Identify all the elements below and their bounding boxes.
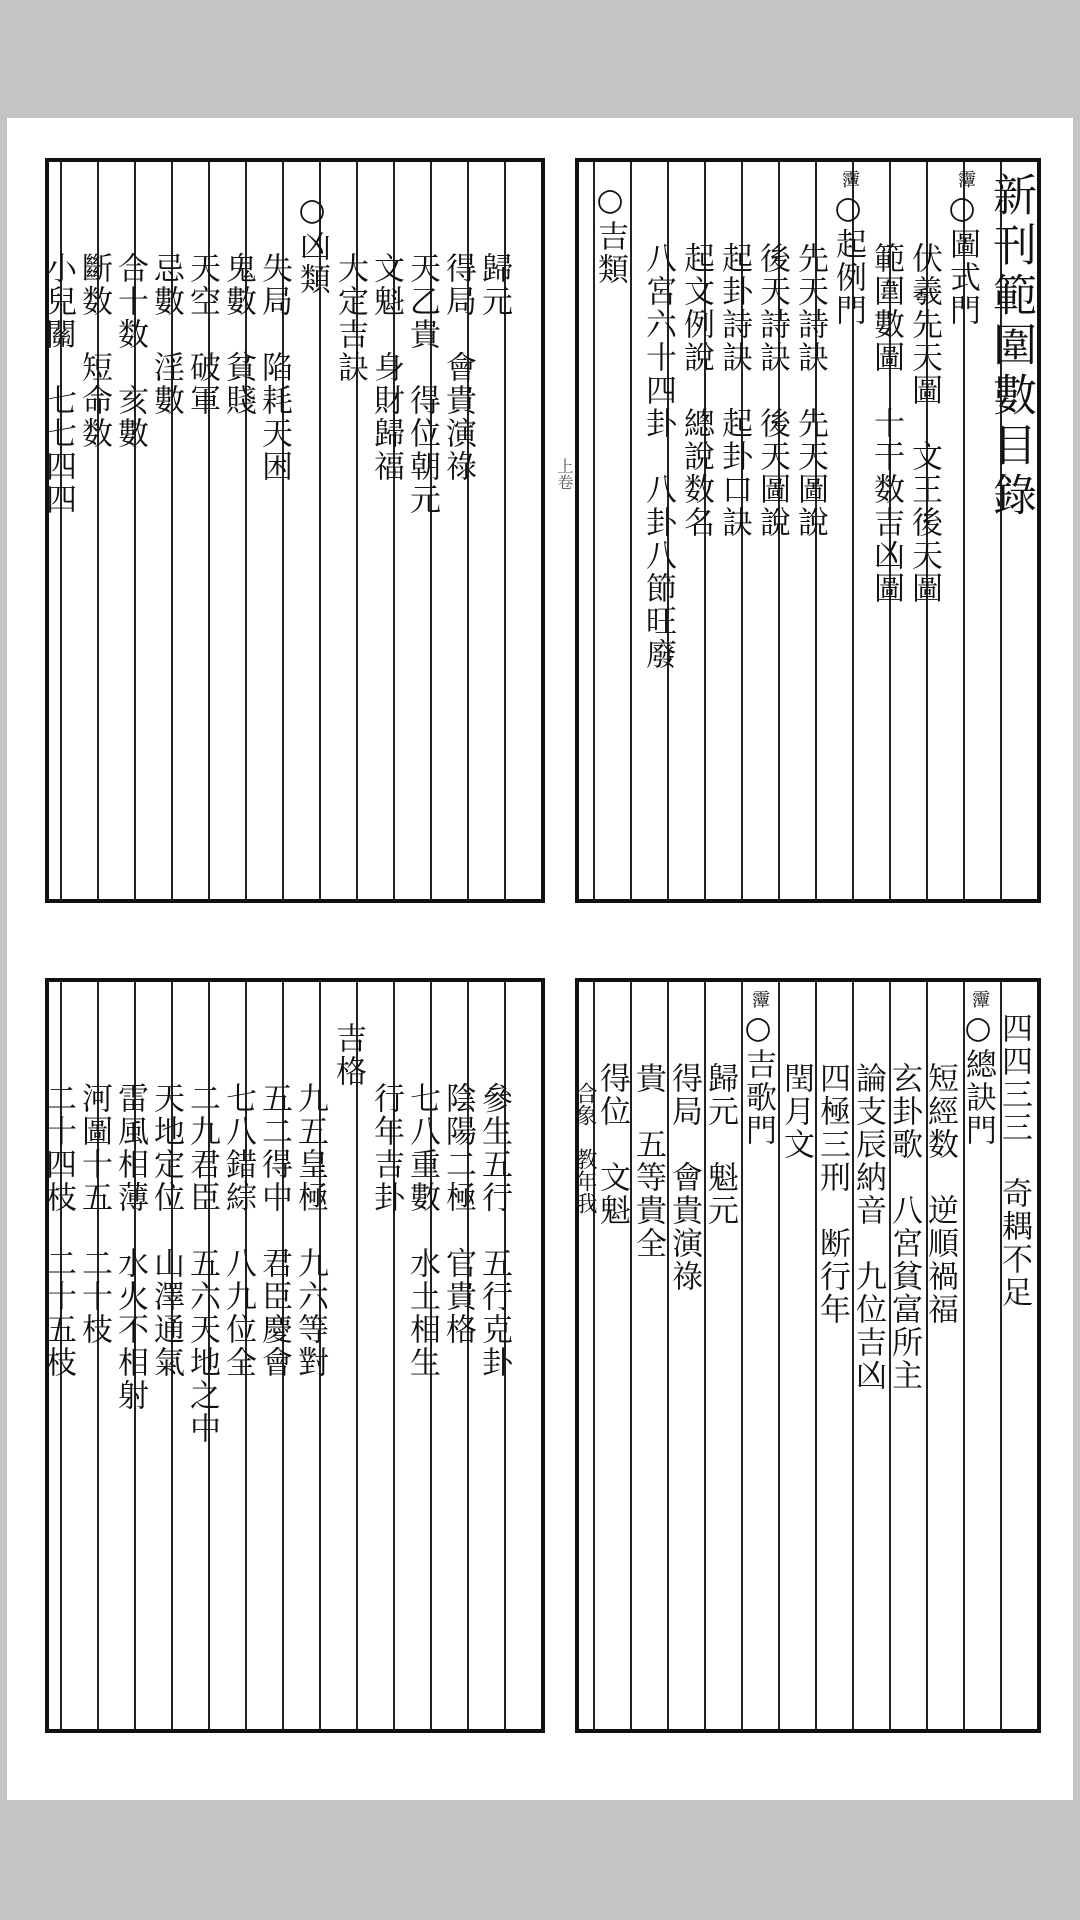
scanned-sheet	[7, 118, 1073, 1800]
top-right-page	[575, 158, 1041, 903]
toc-line: 四四三三 奇耦不足	[996, 1012, 1032, 1309]
toc-line: 歸元 魁元	[702, 1062, 738, 1227]
toc-line: 後天詩訣 後天圖說	[754, 242, 790, 539]
top-left-page	[40, 158, 545, 903]
toc-line: 四極三刑 断行年	[814, 1062, 850, 1326]
top-spread	[40, 158, 1041, 903]
toc-line: 斷数 短命数	[76, 252, 112, 450]
toc-line: 論支辰納音 九位吉凶	[850, 1062, 886, 1392]
ornament-icon: 䨵	[842, 170, 860, 191]
ornament-icon: 䨵	[752, 990, 770, 1011]
section-header: ○凶類	[294, 192, 330, 296]
toc-line: 河圖十五 二十枝	[76, 1082, 112, 1346]
toc-line: 鬼數 貧賤	[220, 252, 256, 417]
ornament-icon: 䨵	[958, 170, 976, 191]
toc-line: 貴 五等貴全	[630, 1062, 666, 1260]
toc-line: 閏月文	[778, 1062, 814, 1161]
toc-line: 先天詩訣 先天圖說	[792, 242, 828, 539]
toc-line: 天地定位 山澤通氣	[148, 1082, 184, 1379]
section-header: ○起例門	[830, 190, 866, 327]
toc-line: 玄卦歌 八宮貧富所主	[886, 1062, 922, 1392]
toc-line: 七八錯綜 八九位全	[220, 1082, 256, 1379]
section-header: ○圖式門	[944, 190, 980, 327]
toc-line: 起文例說 總說数名	[678, 242, 714, 539]
toc-line: 八宮六十四卦 八卦八節旺廢	[640, 242, 676, 671]
toc-line: 伏羲先天圖 文王後天圖	[906, 242, 942, 605]
toc-line: 參生五行 五行克卦	[476, 1082, 512, 1379]
toc-line: 七八重數 水土相生	[404, 1082, 440, 1379]
toc-line: 天空 破軍	[184, 252, 220, 417]
toc-line: 短經数 逆順禍福	[922, 1062, 958, 1326]
toc-line: 陰陽二極 官貴格	[440, 1082, 476, 1346]
ornament-icon: 䨵	[972, 990, 990, 1011]
toc-line: 忌數 淫數	[148, 252, 184, 417]
toc-line: 範圍數圖 十干数吉凶圖	[868, 242, 904, 605]
toc-line: 雷風相薄 水火不相射	[112, 1082, 148, 1412]
toc-line: 起卦詩訣 起卦口訣	[716, 242, 752, 539]
toc-line: 歸元	[476, 252, 512, 318]
toc-line: 天乙貴 得位朝元	[404, 252, 440, 516]
section-header: ○吉歌門	[740, 1010, 776, 1147]
toc-line: 小兒關 七七四四	[40, 252, 76, 516]
toc-line: 得位 文魁	[594, 1062, 630, 1227]
toc-line: 失局 陷耗天困	[256, 252, 292, 483]
section-marker: ○吉類	[592, 182, 628, 286]
toc-line: 大定吉訣	[332, 252, 368, 384]
gutter-margin-text: 上卷	[555, 458, 574, 490]
toc-line: 得局 會貴演祿	[440, 252, 476, 483]
bottom-right-page	[572, 978, 1041, 1733]
toc-line: 九五皇極 九六等對	[292, 1082, 328, 1379]
toc-line: 得局 會貴演祿	[666, 1062, 702, 1293]
toc-line: 文魁 身財歸福	[368, 252, 404, 483]
toc-line: 五二得中 君臣慶會	[256, 1082, 292, 1379]
catalog-title: 新刊範圍數目錄	[985, 172, 1036, 522]
bottom-left-page	[40, 978, 545, 1733]
toc-line: 二九君臣 五六天地之中	[184, 1082, 220, 1445]
toc-line: 合十数 亥數	[112, 252, 148, 450]
section-header: ○總訣門	[960, 1010, 996, 1147]
toc-line: 二十四枝 二十五枝	[40, 1082, 76, 1379]
section-header: 吉格	[330, 1022, 366, 1088]
toc-line: 合象 教年我	[572, 1082, 597, 1214]
toc-line: 行年吉卦	[368, 1082, 404, 1214]
bottom-spread	[40, 978, 1041, 1733]
